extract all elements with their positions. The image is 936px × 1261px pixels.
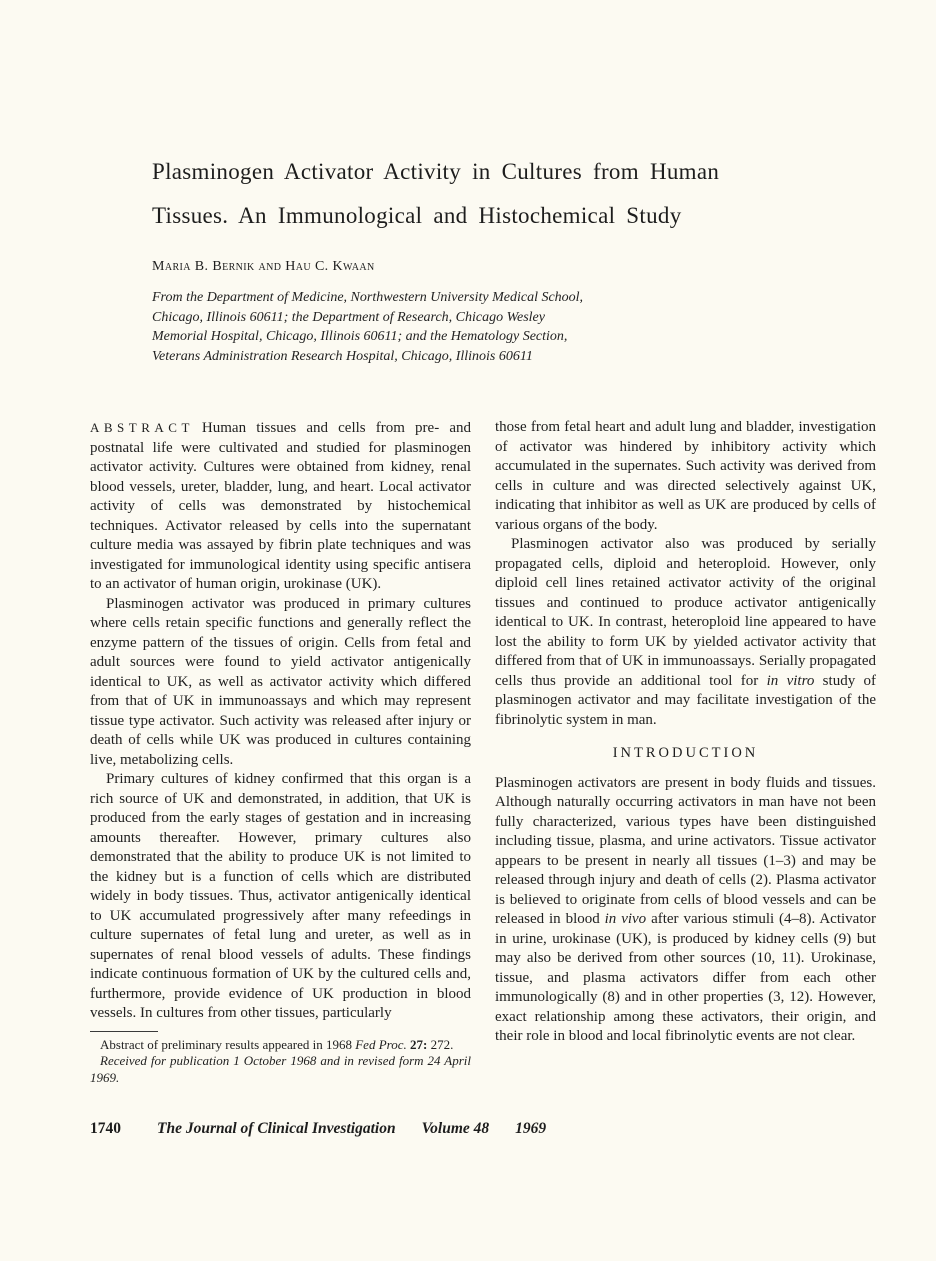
paragraph-text: study of plasminogen activator and may facilitate investigation of the fibrinolytic system in man. <box>495 672 877 728</box>
page-footer <box>90 1120 546 1138</box>
footnote-1-page: 272. <box>427 1036 454 1052</box>
footer-page-number: 1740 <box>90 1120 121 1137</box>
introduction-heading: INTRODUCTION <box>612 745 759 761</box>
footnote-block <box>90 1031 471 1087</box>
introduction-paragraph-1 <box>495 774 876 1047</box>
footnote-1-journal: Fed Proc. <box>355 1036 407 1052</box>
right-column <box>495 418 876 1086</box>
article-body <box>0 418 936 1086</box>
paragraph-text: Plasminogen activators are present in body fluids and tissues. Although naturally occurring activators in man have not been fully characterized, various types have been distinguished including tissue, plasma, and urine activators. Tissue activator appears to be present in nearly all tissues (1–3) and may be released through injury and death of cells (2). Plasma activator is believed to originate from cells of blood vessels and can be released in blood <box>495 774 876 927</box>
affiliation-block <box>152 288 856 366</box>
footer-year: 1969 <box>515 1120 547 1137</box>
left-column <box>90 418 471 1086</box>
footer-journal-name: The Journal of Clinical Investigation <box>157 1120 396 1137</box>
title-line-2: Tissues. An Immunological and Histochemical Study <box>152 203 682 228</box>
footnote-1-text: Abstract of preliminary results appeared in 1968 <box>100 1036 356 1052</box>
paragraph-text: Plasminogen activator also was produced by serially propagated cells, diploid and heteroploid. However, only diploid cell lines retained activator activity of the original tissues and continued to produce activator antigenically identical to UK. In contrast, heteroploid line appeared to have lost the ability to form UK by yielded activator activity that differed from that of UK in immunoassays. Serially propagated cells thus provide an additional tool for <box>495 536 876 689</box>
abstract-paragraph-5 <box>495 535 876 730</box>
footnote-1-volume: 27: <box>406 1036 428 1052</box>
abstract-continuation-paragraph: those from fetal heart and adult lung and bladder, investigation of activator was hindered by inhibitory activity which accumulated in the supernates. Such activity was derived from cells in culture and was directed selectively against UK, indicating that inhibitor as well as UK are produced by cells of various organs of the body. <box>495 419 876 533</box>
title-line-1: Plasminogen Activator Activity in Cultures from Human <box>152 159 720 184</box>
in-vivo-phrase: in vivo <box>604 911 647 927</box>
footer-volume: Volume 48 <box>421 1120 490 1137</box>
footnote-1 <box>90 1037 471 1054</box>
affiliation-line: From the Department of Medicine, Northwestern University Medical School, <box>152 290 584 305</box>
article-title <box>152 150 856 238</box>
abstract-label: ABSTRACT <box>90 420 194 435</box>
affiliation-line: Memorial Hospital, Chicago, Illinois 60611; and the Hematology Section, <box>152 329 568 344</box>
footnote-rule <box>90 1031 158 1032</box>
footnote-2: Received for publication 1 October 1968 and in revised form 24 April 1969. <box>90 1053 471 1085</box>
abstract-paragraph-2: Plasminogen activator was produced in primary cultures where cells retain specific functions and generally reflect the enzyme pattern of the tissues of origin. Cells from fetal and adult sources were found to yield activator antigenically identical to UK, as well as activator activity which differed from that of UK in immunoassays and which may represent tissue type activator. Such activity was released after injury or death of cells while UK was produced in cultures containing live, metabolizing cells. <box>90 595 471 768</box>
affiliation-line: Veterans Administration Research Hospital, Chicago, Illinois 60611 <box>152 348 533 364</box>
authors-line: Maria B. Bernik and Hau C. Kwaan <box>152 259 375 274</box>
paragraph-text: after various stimuli (4–8). Activator in urine, urokinase (UK), is produced by kidney cells (9) but may also be derived from other sources (10, 11). Urokinase, tissue, and plasma activators differ from each other immunologically (8) and in other properties (3, 12). However, exact relationship among these activators, their origin, and their role in blood and local fibrinolytic events are not clear. <box>495 911 876 1044</box>
article-header <box>0 0 936 366</box>
abstract-paragraph-1 <box>90 418 471 595</box>
in-vitro-phrase: in vitro <box>766 672 815 689</box>
abstract-text-1: Human tissues and cells from pre- and postnatal life were cultivated and studied for plasminogen activator activity. Cultures were obtained from kidney, renal blood vessels, ureter, bladder, lung, and heart. Local activator activity of cells was demonstrated by histochemical techniques. Activator released by cells into the supernatant culture media was assayed by fibrin plate techniques and was investigated for immunological identity using specific antisera to an activator of human origin, urokinase (UK). <box>90 420 471 592</box>
abstract-paragraph-3: Primary cultures of kidney confirmed that this organ is a rich source of UK and demonstrated, in addition, that UK is produced from the early stages of gestation and in increasing amounts thereafter. However, primary cultures also demonstrated that the ability to produce UK is not limited to the kidney but is a function of cells which are distributed widely in body tissues. Thus, activator antigenically identical to UK accumulated progressively after many refeedings in culture supernates of fetal lung and ureter, as well as in supernates of renal blood vessels of adults. These findings indicate continuous formation of UK by the cultured cells and, furthermore, provide evidence of UK production in blood vessels. In cultures from other tissues, particularly <box>90 771 471 1021</box>
affiliation-line: Chicago, Illinois 60611; the Department of Research, Chicago Wesley <box>152 309 545 325</box>
